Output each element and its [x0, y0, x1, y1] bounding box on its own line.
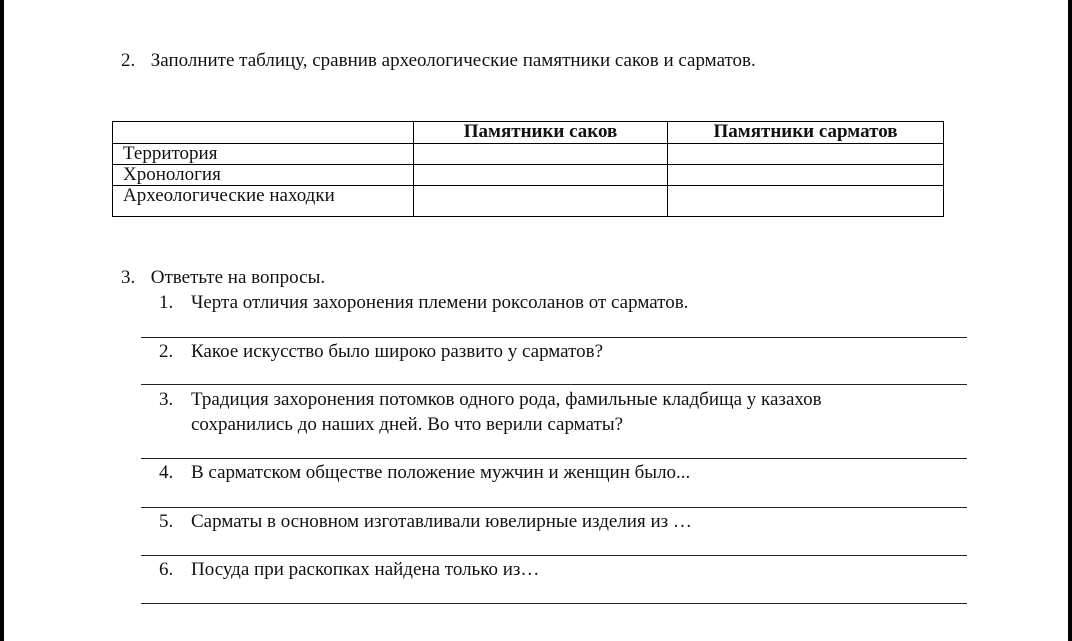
task-2-title: Заполните таблицу, сравнив археологические памятники саков и сарматов.: [150, 50, 756, 71]
answer-line-2[interactable]: [141, 384, 967, 385]
task-3-heading: [121, 267, 325, 289]
question-3-text-line-1: Традиция захоронения потомков одного рода, фамильные кладбища у казахов: [191, 389, 822, 410]
question-5-text: Сарматы в основном изготавливали ювелирные изделия из …: [191, 511, 692, 532]
cell-territory-saki[interactable]: [414, 144, 668, 165]
cell-territory-sarmaty[interactable]: [668, 144, 944, 165]
task-2-heading: [121, 50, 756, 72]
row-label-territory: Территория: [113, 144, 414, 165]
answer-line-6[interactable]: [141, 603, 967, 604]
task-2-number: 2.: [121, 50, 136, 71]
answer-line-4[interactable]: [141, 507, 967, 508]
question-1-number: 1.: [159, 292, 174, 313]
question-3-text-line-2: сохранились до наших дней. Во что верили сарматы?: [191, 414, 624, 435]
table-header-row: [113, 122, 944, 144]
question-5-number: 5.: [159, 511, 174, 532]
left-edge-border: [0, 0, 4, 641]
task-3-number: 3.: [121, 267, 136, 288]
right-edge-border: [1068, 0, 1072, 641]
cell-finds-sarmaty[interactable]: [668, 186, 944, 217]
table-row: [113, 144, 944, 165]
answer-line-1[interactable]: [141, 337, 967, 338]
header-sarmaty: Памятники сарматов: [668, 122, 944, 144]
cell-chronology-sarmaty[interactable]: [668, 165, 944, 186]
header-empty-cell: [113, 122, 414, 144]
question-2-number: 2.: [159, 341, 174, 362]
question-1-text: Черта отличия захоронения племени роксоланов от сарматов.: [191, 292, 689, 313]
question-6-text: Посуда при раскопках найдена только из…: [191, 559, 540, 580]
header-saki: Памятники саков: [414, 122, 668, 144]
question-2-text: Какое искусство было широко развито у сарматов?: [191, 341, 604, 362]
row-label-finds: Археологические находки: [113, 186, 414, 217]
question-6-number: 6.: [159, 559, 174, 580]
question-3-number: 3.: [159, 389, 174, 410]
question-4-number: 4.: [159, 462, 174, 483]
question-4-text: В сарматском обществе положение мужчин и женщин было...: [191, 462, 691, 483]
comparison-table: [112, 121, 944, 217]
row-label-chronology: Хронология: [113, 165, 414, 186]
answer-line-5[interactable]: [141, 555, 967, 556]
table-row: [113, 165, 944, 186]
cell-chronology-saki[interactable]: [414, 165, 668, 186]
cell-finds-saki[interactable]: [414, 186, 668, 217]
table-row: [113, 186, 944, 217]
answer-line-3[interactable]: [141, 458, 967, 459]
task-3-title: Ответьте на вопросы.: [150, 267, 326, 288]
